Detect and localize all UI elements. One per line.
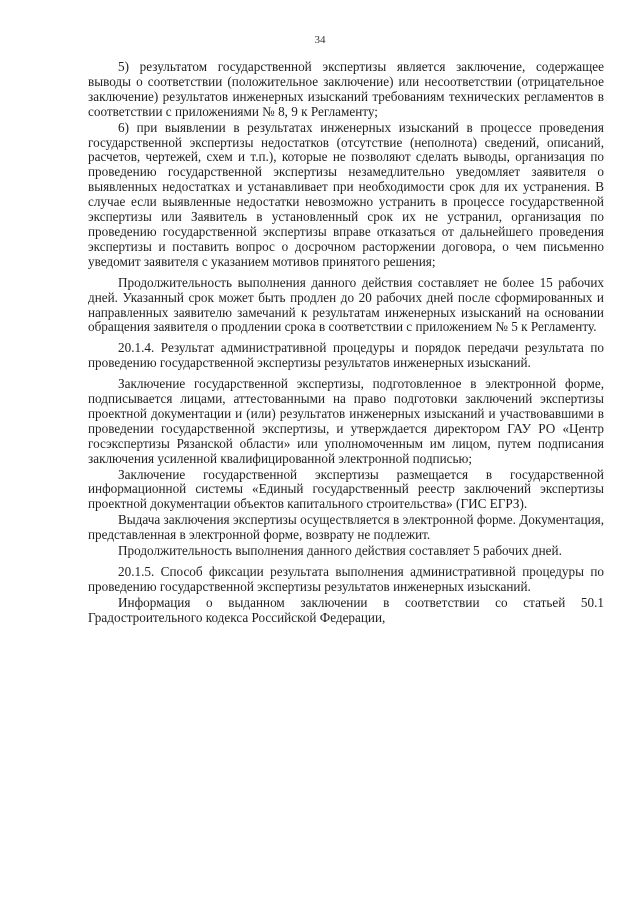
paragraph-information-article: Информация о выданном заключении в соответствии со статьей 50.1 Градостроительного кодекса Российской Федерации,: [88, 594, 604, 625]
paragraph-electronic-signature: Заключение государственной экспертизы, подготовленное в электронной форме, подписывается лицами, аттестованными на право подготовки заключений экспертизы проектной документации и (или) результатов инженерных изысканий и участвовавшими в проведении государственной экспертизы, и утверждается директором ГАУ РО «Центр госэкспертизы Рязанской области» или уполномоченным им лицом, путем подписания заключения усиленной квалифицированной электронной подписью;: [88, 376, 604, 466]
document-body: [88, 60, 604, 626]
paragraph-section-20-1-5: 20.1.5. Способ фиксации результата выполнения административной процедуры по проведению государственной экспертизы результатов инженерных изысканий.: [88, 564, 604, 594]
paragraph-result-conclusion: 5) результатом государственной экспертизы является заключение, содержащее выводы о соответствии (положительное заключение) или несоответствии (отрицательное заключение) результатов инженерных изысканий требованиям технических регламентов в соответствии с приложениями № 8, 9 к Регламенту;: [88, 59, 604, 119]
paragraph-egrz-placement: Заключение государственной экспертизы размещается в государственной информационной системы «Единый государственный реестр заключений экспертизы проектной документации объектов капитального строительства» (ГИС ЕГРЗ).: [88, 466, 604, 512]
paragraph-deficiencies: 6) при выявлении в результатах инженерных изысканий в процессе проведения государственной экспертизы недостатков (отсутствие (неполнота) сведений, описаний, расчетов, чертежей, схем и т.п.), которые не позволяют сделать выводы, организация по проведению государственной экспертизы незамедлительно уведомляет заявителя о выявленных недостатках и устанавливает при необходимости срок для их устранения. В случае если выявленные недостатки невозможно устранить в процессе государственной экспертизы или Заявитель в установленный срок их не устранил, организация по проведению государственной экспертизы вправе отказаться от дальнейшего проведения экспертизы и поставить вопрос о досрочном расторжении договора, о чем письменно уведомит заявителя с указанием мотивов принятого решения;: [88, 119, 604, 269]
paragraph-electronic-issuance: Выдача заключения экспертизы осуществляется в электронной форме. Документация, представленная в электронной форме, возврату не подлежит.: [88, 512, 604, 543]
page-number: 34: [314, 34, 326, 46]
paragraph-section-20-1-4: 20.1.4. Результат административной процедуры и порядок передачи результата по проведению государственной экспертизы результатов инженерных изысканий.: [88, 340, 604, 371]
paragraph-duration-5-days: Продолжительность выполнения данного действия составляет 5 рабочих дней.: [118, 543, 562, 559]
paragraph-duration-15-days: Продолжительность выполнения данного действия составляет не более 15 рабочих дней. Указанный срок может быть продлен до 20 рабочих дней после сформированных и направленных заявителю замечаний к результатам инженерных изысканий на основании обращения заявителя о продлении срока в соответствии с приложением № 5 к Регламенту.: [88, 274, 604, 335]
